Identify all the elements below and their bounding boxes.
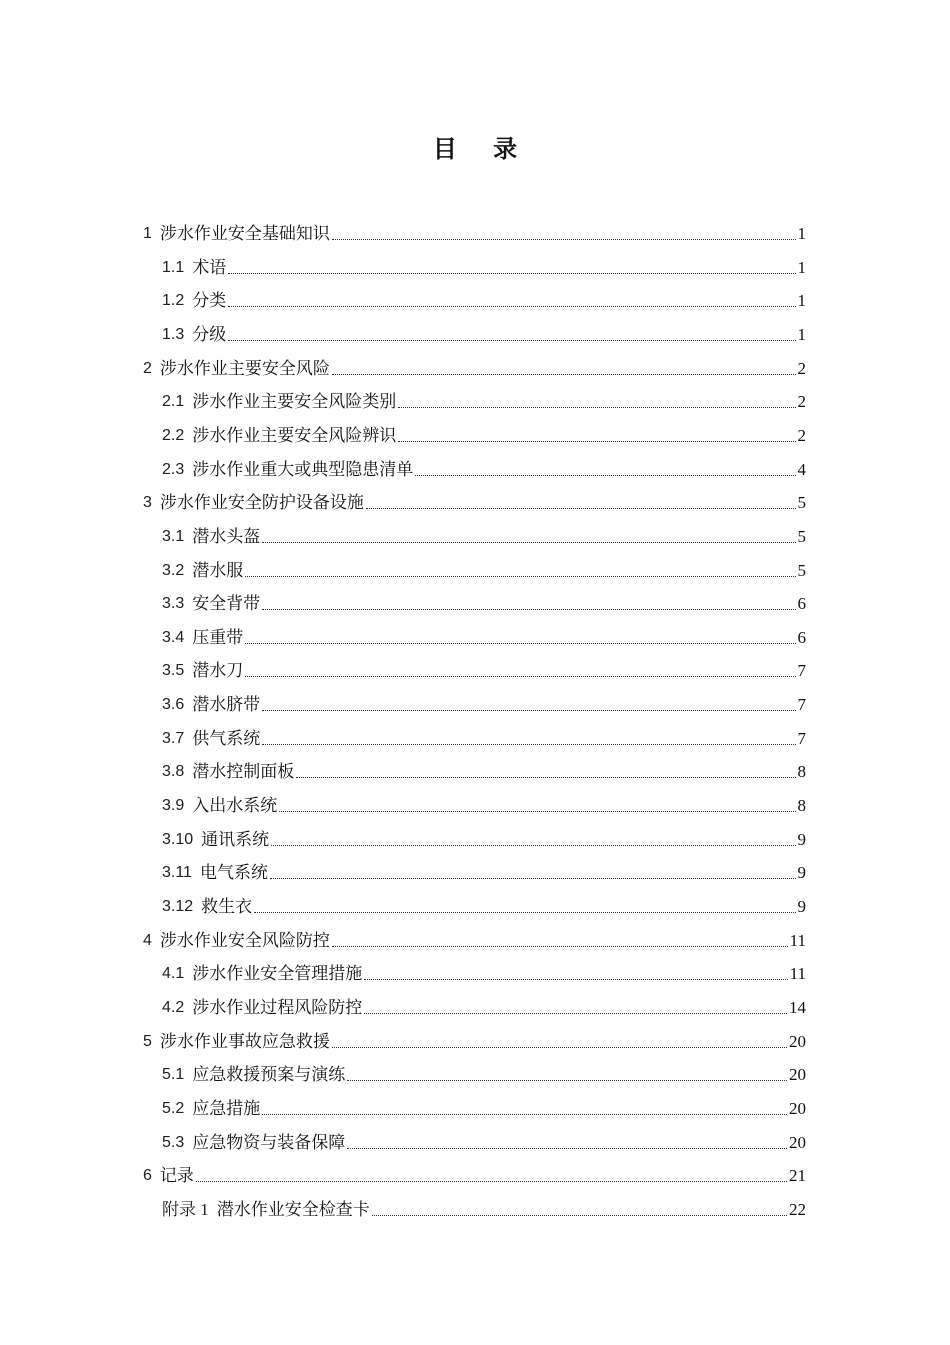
toc-entry-number: 1.3 <box>162 325 185 343</box>
toc-entry-page-number: 11 <box>789 930 806 950</box>
toc-entry-page-number: 7 <box>797 728 806 748</box>
toc-entry[interactable] <box>143 1154 806 1188</box>
toc-entry[interactable] <box>162 818 806 852</box>
toc-entry[interactable] <box>162 582 806 616</box>
toc-entry[interactable] <box>143 212 806 246</box>
toc-entry-number: 4 <box>143 931 152 949</box>
toc-entry[interactable] <box>162 549 806 583</box>
toc-entry[interactable] <box>162 851 806 885</box>
dot-leader <box>196 1180 787 1182</box>
toc-entry-number: 2.3 <box>162 460 185 478</box>
toc-entry[interactable] <box>162 380 806 414</box>
toc-entry-page-number: 1 <box>797 257 806 277</box>
toc-entry-label: 涉水作业重大或典型隐患清单 <box>192 459 414 480</box>
toc-entry-page-number: 9 <box>797 829 806 849</box>
toc-entry-label: 分级 <box>192 324 227 345</box>
dot-leader <box>296 776 795 778</box>
toc-entry-label: 涉水作业主要安全风险辨识 <box>192 425 397 446</box>
toc-entry-number: 5.2 <box>162 1099 185 1117</box>
toc-entry-number: 3.2 <box>162 561 185 579</box>
dot-leader <box>332 945 788 947</box>
toc-entry-number: 1 <box>143 225 152 242</box>
toc-entry-number: 1.1 <box>162 258 185 276</box>
dot-leader <box>332 238 796 240</box>
toc-entry-number: 1.2 <box>162 292 185 310</box>
toc-entry-page-number: 1 <box>797 224 806 243</box>
toc-entry-number: 3.1 <box>162 527 185 545</box>
dot-leader <box>271 844 795 846</box>
toc-entry-number: 3.3 <box>162 595 185 613</box>
toc-entry-page-number: 9 <box>797 863 806 883</box>
toc-entry-number: 3.7 <box>162 729 185 747</box>
toc-entry-page-number: 21 <box>789 1166 806 1186</box>
toc-entry-number: 附录 1 <box>162 1199 209 1219</box>
toc-entry-label: 涉水作业安全基础知识 <box>159 224 330 244</box>
dot-leader <box>228 339 795 341</box>
toc-entry-page-number: 20 <box>789 1132 806 1152</box>
toc-entry[interactable] <box>143 919 806 953</box>
dot-leader <box>398 406 795 408</box>
toc-entry-label: 涉水作业事故应急救援 <box>159 1031 330 1052</box>
dot-leader <box>398 440 795 442</box>
toc-entry-number: 4.1 <box>162 965 185 983</box>
toc-entry-page-number: 2 <box>797 392 806 412</box>
toc-entry-label: 潜水刀 <box>192 661 244 682</box>
toc-entry-label: 涉水作业主要安全风险类别 <box>192 392 397 413</box>
toc-entry-page-number: 5 <box>797 526 806 546</box>
toc-title: 目 录 <box>432 135 532 163</box>
toc-entry[interactable] <box>143 481 806 515</box>
dot-leader <box>245 575 795 577</box>
toc-entry[interactable] <box>162 717 806 751</box>
toc-entry-label: 通讯系统 <box>201 829 270 850</box>
toc-entry-label: 潜水作业安全检查卡 <box>216 1199 370 1220</box>
toc-entry[interactable] <box>162 1087 806 1121</box>
toc-entry[interactable] <box>162 448 806 482</box>
toc-entry[interactable] <box>162 784 806 818</box>
toc-entry[interactable] <box>162 1188 806 1222</box>
toc-entry[interactable] <box>162 515 806 549</box>
toc-entry-page-number: 1 <box>797 324 806 344</box>
toc-entry-page-number: 2 <box>797 425 806 445</box>
toc-entry[interactable] <box>162 279 806 313</box>
toc-entry-label: 涉水作业安全防护设备设施 <box>159 493 364 514</box>
dot-leader <box>270 877 796 879</box>
toc-entry-page-number: 20 <box>789 1065 806 1085</box>
dot-leader <box>364 1012 787 1014</box>
toc-entry[interactable] <box>162 885 806 919</box>
toc-entry-label: 救生衣 <box>201 897 253 917</box>
toc-entry-number: 3.4 <box>162 628 185 646</box>
dot-leader <box>262 709 795 711</box>
toc-entry[interactable] <box>162 952 806 986</box>
toc-entry-label: 应急措施 <box>192 1098 261 1119</box>
dot-leader <box>245 675 795 677</box>
toc-entry-label: 电气系统 <box>199 863 268 884</box>
toc-entry-number: 3.10 <box>162 830 194 848</box>
toc-entry-page-number: 22 <box>789 1199 806 1219</box>
toc-entry-page-number: 6 <box>797 627 806 647</box>
toc-entry-page-number: 8 <box>797 762 806 782</box>
toc-entry-label: 潜水控制面板 <box>192 762 295 783</box>
dot-leader <box>262 743 795 745</box>
toc-entry-label: 涉水作业主要安全风险 <box>159 358 330 379</box>
toc-entry-label: 涉水作业安全管理措施 <box>192 964 363 985</box>
toc-entry-label: 涉水作业过程风险防控 <box>192 997 363 1018</box>
toc-entry-number: 3.11 <box>162 864 192 882</box>
toc-entry[interactable] <box>162 649 806 683</box>
toc-entry[interactable] <box>162 246 806 280</box>
toc-entry-label: 分类 <box>192 291 227 312</box>
toc-entry-page-number: 6 <box>797 594 806 614</box>
toc-entry-number: 3.8 <box>162 763 185 781</box>
toc-entry-page-number: 14 <box>789 997 806 1017</box>
dot-leader <box>262 541 795 543</box>
toc-entry[interactable] <box>162 750 806 784</box>
dot-leader <box>372 1214 787 1216</box>
dot-leader <box>332 1046 787 1048</box>
toc-entry-page-number: 8 <box>797 796 806 816</box>
toc-entry-page-number: 2 <box>797 358 806 378</box>
toc-entry-number: 5.3 <box>162 1133 185 1151</box>
dot-leader <box>366 507 796 509</box>
toc-entry[interactable] <box>162 683 806 717</box>
toc-entry[interactable] <box>162 313 806 347</box>
toc-entry-label: 压重带 <box>192 627 244 648</box>
toc-entry-page-number: 20 <box>789 1098 806 1118</box>
toc-entry-number: 6 <box>143 1167 152 1185</box>
toc-entry-page-number: 7 <box>797 661 806 681</box>
toc-entry-number: 3.6 <box>162 696 185 714</box>
toc-entry-page-number: 5 <box>797 560 806 580</box>
toc-entry-page-number: 4 <box>797 459 806 479</box>
toc-entry-number: 2.2 <box>162 426 185 444</box>
dot-leader <box>332 373 796 375</box>
toc-entry-number: 3.12 <box>162 898 194 915</box>
toc-entry-page-number: 11 <box>789 964 806 984</box>
dot-leader <box>228 272 795 274</box>
toc-entry-number: 2 <box>143 359 152 377</box>
toc-entry-number: 3.5 <box>162 662 185 680</box>
dot-leader <box>364 978 787 980</box>
dot-leader <box>254 911 795 913</box>
toc-entry[interactable] <box>143 347 806 381</box>
dot-leader <box>262 1113 787 1115</box>
toc-entry-number: 3 <box>143 494 152 512</box>
toc-entry-label: 潜水脐带 <box>192 695 261 716</box>
dot-leader <box>347 1079 787 1081</box>
dot-leader <box>279 810 795 812</box>
toc-entry-label: 供气系统 <box>192 728 261 749</box>
toc-entry-label: 入出水系统 <box>192 796 278 817</box>
toc-entry[interactable] <box>162 986 806 1020</box>
dot-leader <box>415 474 795 476</box>
toc-entry-page-number: 5 <box>797 493 806 513</box>
toc-entry[interactable] <box>162 1121 806 1155</box>
toc-entry-number: 5 <box>143 1032 152 1050</box>
toc-entry-number: 4.2 <box>162 998 185 1016</box>
toc-entry-number: 2.1 <box>162 393 185 411</box>
toc-entry-label: 安全背带 <box>192 594 261 615</box>
toc-entry[interactable] <box>162 1053 806 1087</box>
toc-entry-label: 记录 <box>159 1166 194 1187</box>
toc-entry-label: 潜水头盔 <box>192 526 261 547</box>
toc-entry-label: 涉水作业安全风险防控 <box>159 930 330 951</box>
toc-entry-number: 5.1 <box>162 1066 185 1084</box>
toc-entry-number: 3.9 <box>162 797 185 815</box>
toc-entry-label: 潜水服 <box>192 560 244 581</box>
toc-entry[interactable] <box>162 414 806 448</box>
toc-entry[interactable] <box>143 1020 806 1054</box>
toc-entry-page-number: 20 <box>789 1031 806 1051</box>
dot-leader <box>262 608 795 610</box>
toc-entry-page-number: 9 <box>797 897 806 916</box>
toc-entry-label: 术语 <box>192 257 227 278</box>
toc-entry[interactable] <box>162 616 806 650</box>
toc-entry-page-number: 7 <box>797 695 806 715</box>
dot-leader <box>245 642 795 644</box>
toc-entry-page-number: 1 <box>797 291 806 311</box>
toc-entry-label: 应急救援预案与演练 <box>192 1065 346 1086</box>
dot-leader <box>228 305 795 307</box>
toc-entry-label: 应急物资与装备保障 <box>192 1132 346 1153</box>
dot-leader <box>347 1147 787 1149</box>
